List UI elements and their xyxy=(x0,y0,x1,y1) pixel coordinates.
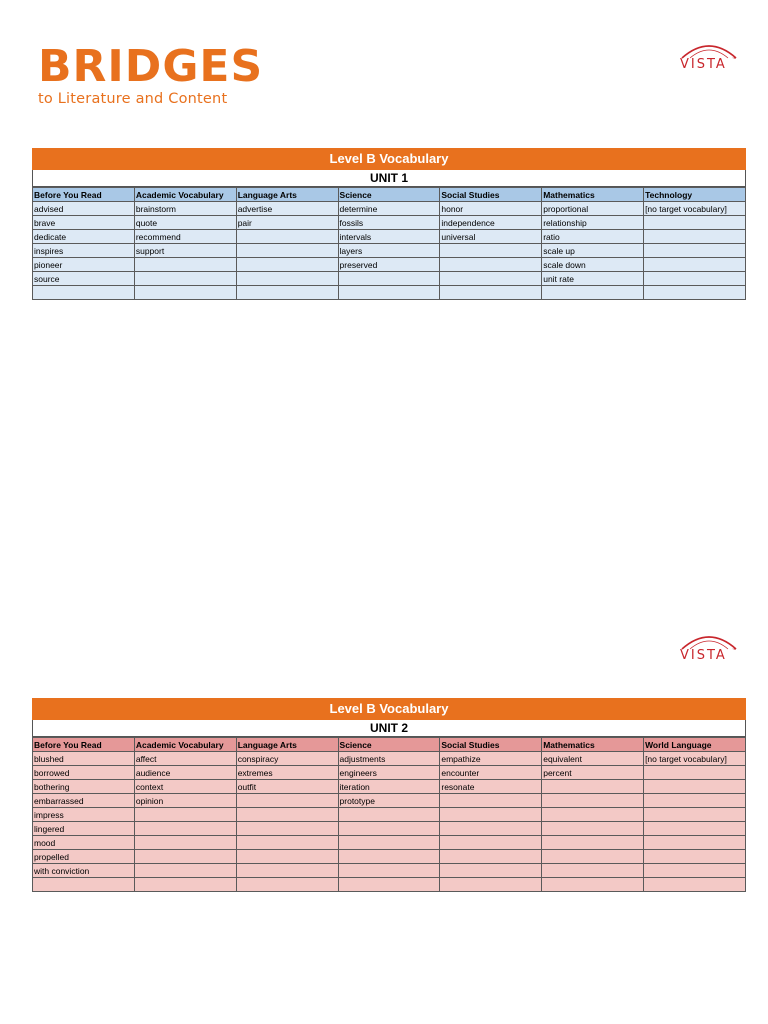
table-cell xyxy=(644,808,746,822)
table-cell: source xyxy=(33,272,135,286)
table-row xyxy=(33,216,746,230)
table-cell: advertise xyxy=(236,202,338,216)
table-cell: opinion xyxy=(134,794,236,808)
table-cell: intervals xyxy=(338,230,440,244)
unit-title: UNIT 2 xyxy=(32,720,746,737)
table-cell xyxy=(338,878,440,892)
table-row xyxy=(33,752,746,766)
table-cell xyxy=(134,272,236,286)
table-row xyxy=(33,808,746,822)
table-cell xyxy=(644,864,746,878)
table-cell: impress xyxy=(33,808,135,822)
table-cell: universal xyxy=(440,230,542,244)
table-cell: audience xyxy=(134,766,236,780)
table-row xyxy=(33,780,746,794)
column-header: Academic Vocabulary xyxy=(134,188,236,202)
table-cell xyxy=(542,808,644,822)
table-cell xyxy=(338,286,440,300)
column-header: Science xyxy=(338,188,440,202)
table-row xyxy=(33,836,746,850)
table-cell: borrowed xyxy=(33,766,135,780)
table-cell xyxy=(236,822,338,836)
table-cell: [no target vocabulary] xyxy=(644,202,746,216)
table-cell xyxy=(236,794,338,808)
table-cell xyxy=(542,780,644,794)
table-cell: honor xyxy=(440,202,542,216)
column-header: Language Arts xyxy=(236,188,338,202)
table-cell xyxy=(644,230,746,244)
table-cell xyxy=(542,864,644,878)
table-row xyxy=(33,766,746,780)
table-cell xyxy=(236,864,338,878)
table-cell: independence xyxy=(440,216,542,230)
table-cell: extremes xyxy=(236,766,338,780)
table-cell xyxy=(440,836,542,850)
vocab-title: Level B Vocabulary xyxy=(32,148,746,170)
table-cell: recommend xyxy=(134,230,236,244)
table-cell xyxy=(542,794,644,808)
table-cell xyxy=(338,850,440,864)
table-cell: determine xyxy=(338,202,440,216)
table-cell xyxy=(33,878,135,892)
table-cell xyxy=(440,244,542,258)
table-cell xyxy=(644,258,746,272)
table-cell xyxy=(440,864,542,878)
header-row xyxy=(33,738,746,752)
table-cell: ratio xyxy=(542,230,644,244)
table-cell xyxy=(542,822,644,836)
table-cell: preserved xyxy=(338,258,440,272)
brand-title: BRIDGES xyxy=(38,41,264,92)
table-cell: dedicate xyxy=(33,230,135,244)
table-cell: with conviction xyxy=(33,864,135,878)
table-cell xyxy=(644,822,746,836)
table-cell: embarrassed xyxy=(33,794,135,808)
table-cell xyxy=(440,272,542,286)
table-cell: advised xyxy=(33,202,135,216)
column-header: Science xyxy=(338,738,440,752)
table-cell xyxy=(338,864,440,878)
table-cell: brave xyxy=(33,216,135,230)
table-row xyxy=(33,230,746,244)
table-cell xyxy=(236,244,338,258)
table-cell xyxy=(644,850,746,864)
table-cell xyxy=(644,780,746,794)
table-cell xyxy=(134,808,236,822)
header-row xyxy=(33,188,746,202)
table-cell xyxy=(134,258,236,272)
table-cell: bothering xyxy=(33,780,135,794)
table-cell: scale down xyxy=(542,258,644,272)
table-cell xyxy=(440,808,542,822)
table-cell xyxy=(236,808,338,822)
table-row xyxy=(33,244,746,258)
table-row xyxy=(33,822,746,836)
table-cell: percent xyxy=(542,766,644,780)
table-cell xyxy=(440,258,542,272)
table-cell xyxy=(134,864,236,878)
table-cell: relationship xyxy=(542,216,644,230)
table-cell xyxy=(440,822,542,836)
table-row xyxy=(33,850,746,864)
table-row xyxy=(33,286,746,300)
table-cell xyxy=(542,878,644,892)
table-cell: [no target vocabulary] xyxy=(644,752,746,766)
table-cell: brainstorm xyxy=(134,202,236,216)
vista-logo xyxy=(678,631,740,667)
table-cell xyxy=(236,286,338,300)
column-header: Social Studies xyxy=(440,738,542,752)
table-cell xyxy=(236,258,338,272)
table-cell: iteration xyxy=(338,780,440,794)
table-cell xyxy=(440,794,542,808)
table-cell xyxy=(236,850,338,864)
table-cell xyxy=(644,286,746,300)
table-cell xyxy=(644,878,746,892)
table-row xyxy=(33,272,746,286)
table-cell: conspiracy xyxy=(236,752,338,766)
table-cell: proportional xyxy=(542,202,644,216)
column-header: Technology xyxy=(644,188,746,202)
table-cell: unit rate xyxy=(542,272,644,286)
table-cell xyxy=(644,766,746,780)
vista-logo-text: VISTA xyxy=(680,57,727,72)
table-cell xyxy=(236,272,338,286)
brand-subtitle: to Literature and Content xyxy=(38,91,228,107)
table-cell: empathize xyxy=(440,752,542,766)
table-row xyxy=(33,878,746,892)
table-cell xyxy=(134,822,236,836)
table-cell: outfit xyxy=(236,780,338,794)
unit-title: UNIT 1 xyxy=(32,170,746,187)
table-cell xyxy=(338,822,440,836)
table-cell xyxy=(338,272,440,286)
column-header: Academic Vocabulary xyxy=(134,738,236,752)
column-header: Before You Read xyxy=(33,188,135,202)
table-row xyxy=(33,258,746,272)
table-cell: affect xyxy=(134,752,236,766)
table-cell xyxy=(542,850,644,864)
vocab-title: Level B Vocabulary xyxy=(32,698,746,720)
table-cell xyxy=(440,878,542,892)
table-cell xyxy=(644,244,746,258)
vista-trademark: ™ xyxy=(732,56,736,61)
table-cell: mood xyxy=(33,836,135,850)
table-cell xyxy=(33,286,135,300)
table-cell xyxy=(644,794,746,808)
table-cell: propelled xyxy=(33,850,135,864)
table-cell: encounter xyxy=(440,766,542,780)
column-header: Before You Read xyxy=(33,738,135,752)
table-cell: scale up xyxy=(542,244,644,258)
table-cell: context xyxy=(134,780,236,794)
vocab-table xyxy=(32,187,746,300)
vocab-table xyxy=(32,737,746,892)
table-cell xyxy=(134,286,236,300)
table-cell: fossils xyxy=(338,216,440,230)
table-cell: equivalent xyxy=(542,752,644,766)
column-header: World Language xyxy=(644,738,746,752)
table-cell: engineers xyxy=(338,766,440,780)
table-row xyxy=(33,794,746,808)
vista-trademark: ™ xyxy=(732,647,736,652)
table-cell xyxy=(134,878,236,892)
vista-logo-text: VISTA xyxy=(680,648,727,663)
table-cell xyxy=(338,808,440,822)
table-cell: inspires xyxy=(33,244,135,258)
table-cell: adjustments xyxy=(338,752,440,766)
table-cell xyxy=(236,836,338,850)
table-cell: lingered xyxy=(33,822,135,836)
table-cell xyxy=(134,850,236,864)
table-cell xyxy=(440,286,542,300)
table-cell xyxy=(542,836,644,850)
table-cell xyxy=(644,216,746,230)
table-cell: pioneer xyxy=(33,258,135,272)
table-cell xyxy=(236,878,338,892)
unit2-vocabulary-table xyxy=(32,698,746,892)
table-cell: resonate xyxy=(440,780,542,794)
table-cell: prototype xyxy=(338,794,440,808)
table-cell xyxy=(134,836,236,850)
table-row xyxy=(33,864,746,878)
table-cell: pair xyxy=(236,216,338,230)
unit1-vocabulary-table xyxy=(32,148,746,300)
vista-logo xyxy=(678,40,740,76)
table-cell xyxy=(644,272,746,286)
table-cell: layers xyxy=(338,244,440,258)
table-row xyxy=(33,202,746,216)
table-cell xyxy=(644,836,746,850)
column-header: Social Studies xyxy=(440,188,542,202)
column-header: Language Arts xyxy=(236,738,338,752)
column-header: Mathematics xyxy=(542,188,644,202)
table-cell: support xyxy=(134,244,236,258)
table-cell xyxy=(542,286,644,300)
brand-header xyxy=(38,41,264,107)
column-header: Mathematics xyxy=(542,738,644,752)
table-cell xyxy=(440,850,542,864)
table-cell xyxy=(236,230,338,244)
table-cell: quote xyxy=(134,216,236,230)
table-cell: blushed xyxy=(33,752,135,766)
table-cell xyxy=(338,836,440,850)
